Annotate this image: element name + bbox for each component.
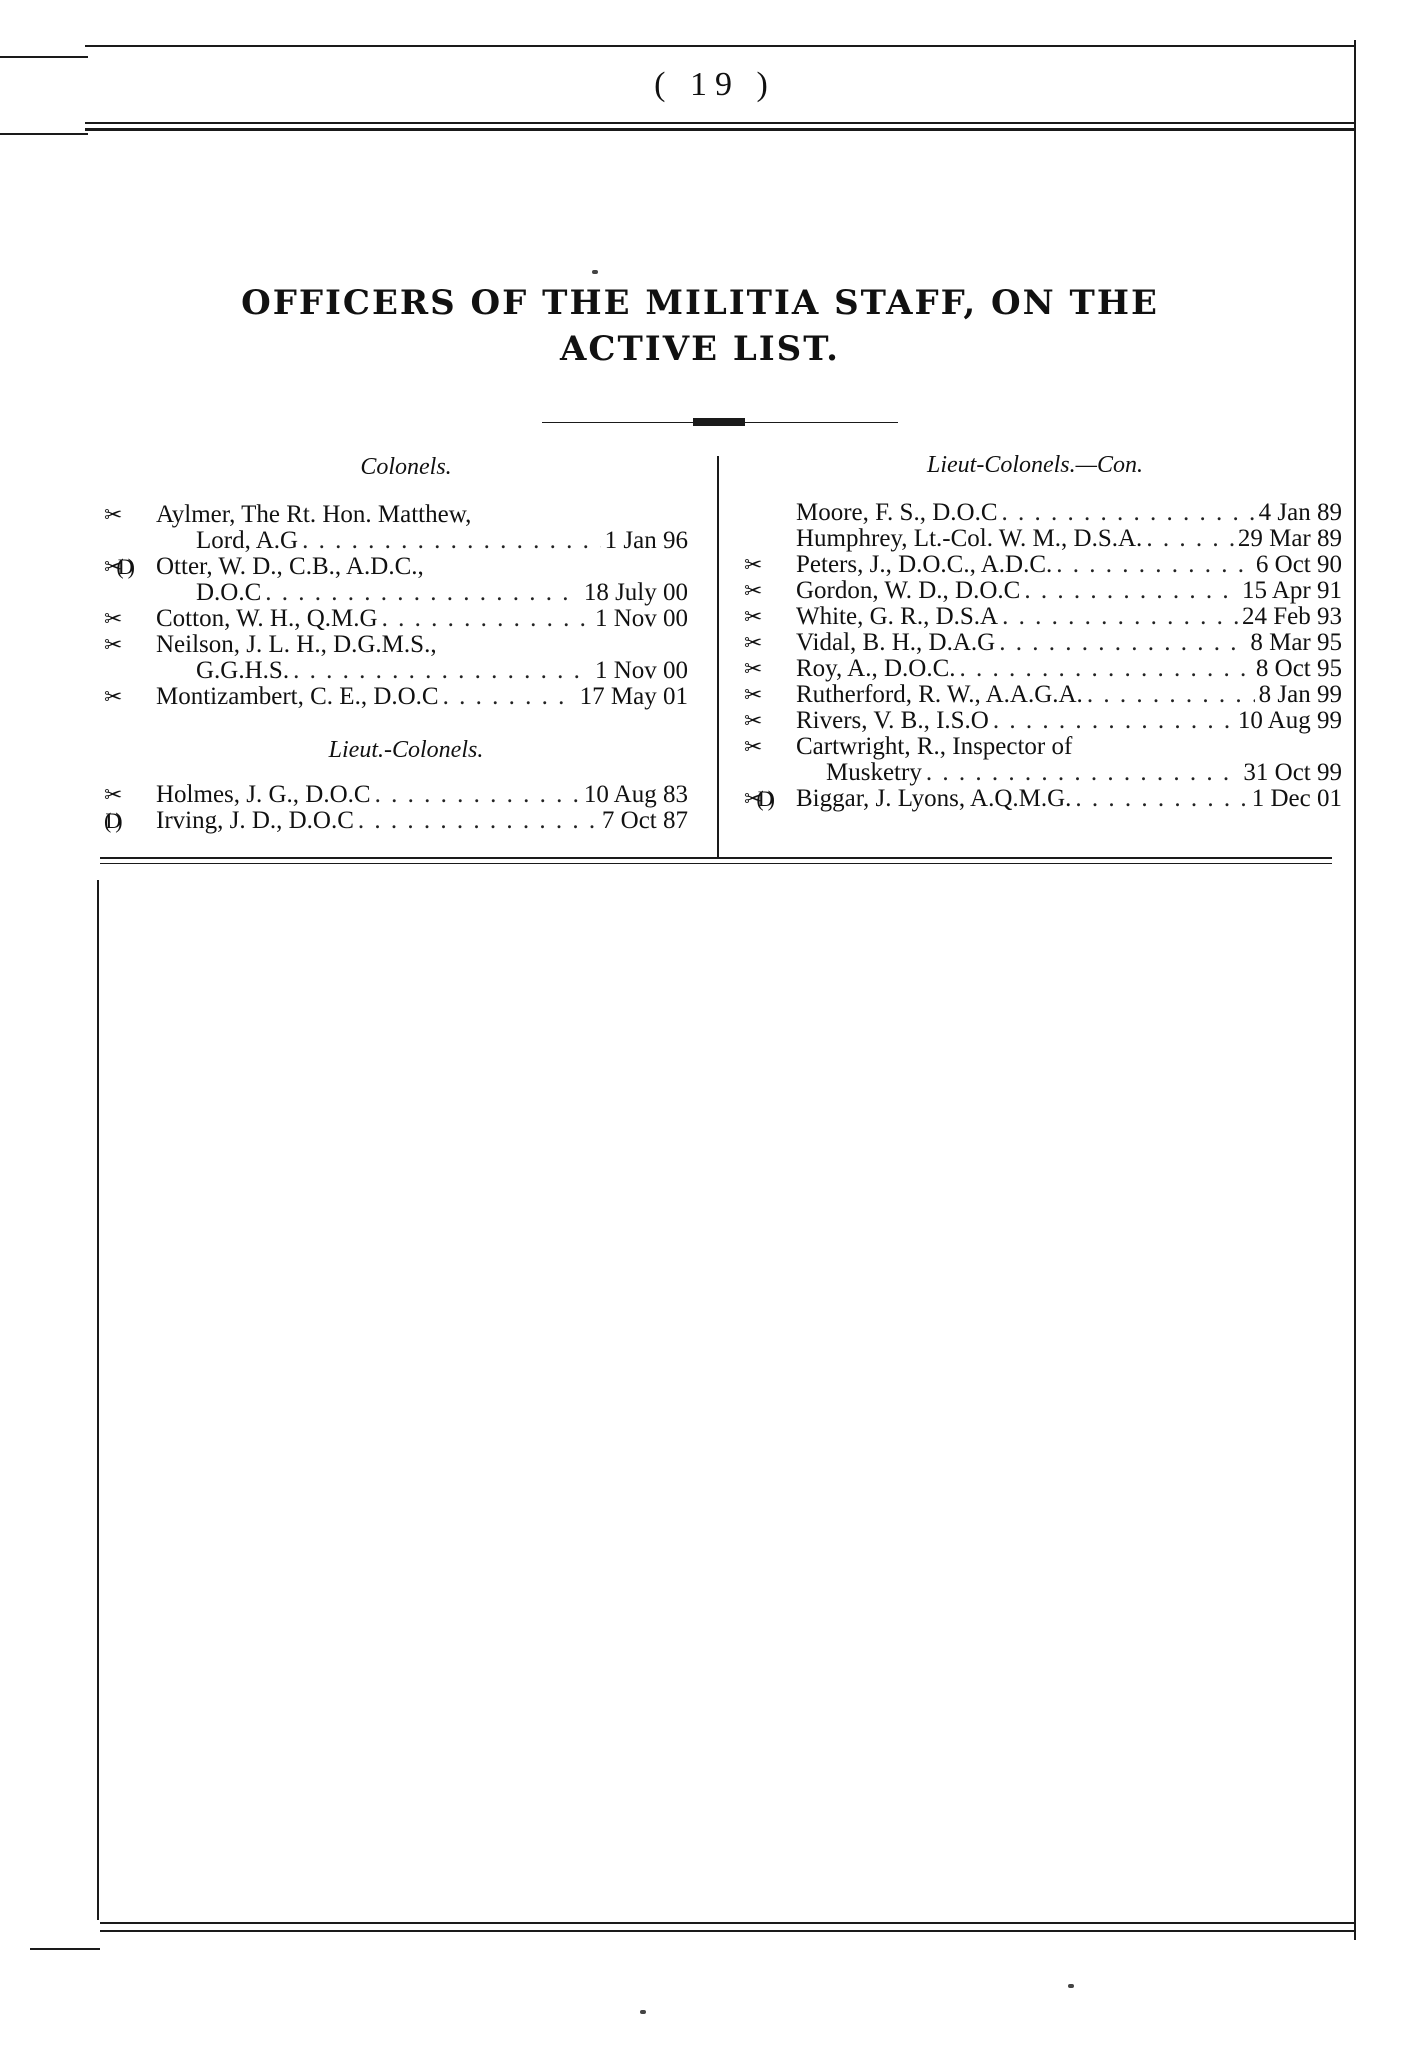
list-entry <box>104 658 688 684</box>
list-entry <box>744 500 1342 526</box>
leader-dots <box>265 580 580 606</box>
officer-name: Cartwright, R., Inspector of <box>796 733 1073 760</box>
leader-dots <box>382 606 591 632</box>
heading-lieut-colonels: Lieut.-Colonels. <box>328 737 484 763</box>
officer-name: Musketry <box>826 759 922 786</box>
crossed-swords-symbol: ✂ <box>104 606 117 631</box>
list-entry <box>744 760 1342 786</box>
leader-dots <box>993 708 1234 734</box>
officer-name: Aylmer, The Rt. Hon. Matthew, <box>156 501 472 528</box>
left-edge-mark-1 <box>0 56 88 58</box>
list-entry <box>744 630 1342 656</box>
colonels-list <box>104 502 688 710</box>
officer-name: Holmes, J. G., D.O.C <box>156 781 371 808</box>
list-entry <box>104 782 688 808</box>
officer-name: G.G.H.S. <box>196 657 290 684</box>
list-entry <box>744 734 1342 760</box>
list-entry <box>744 526 1342 552</box>
heading-colonels: Colonels. <box>360 454 452 480</box>
officer-name: Irving, J. D., D.O.C <box>156 807 354 834</box>
leader-dots <box>1146 526 1234 552</box>
list-entry <box>744 656 1342 682</box>
crossed-swords-symbol: ✂ <box>104 632 117 657</box>
table-bottom-rule-2 <box>100 863 1332 864</box>
title-line-1: OFFICERS OF THE MILITIA STAFF, ON THE <box>241 283 1159 323</box>
left-edge-mark-2 <box>0 133 88 135</box>
crossed-swords-symbol: ✂(D) <box>104 554 129 579</box>
list-entry <box>744 708 1342 734</box>
table-bottom-rule <box>100 857 1332 859</box>
list-entry <box>104 684 688 710</box>
officer-name: Montizambert, C. E., D.O.C <box>156 683 439 710</box>
leader-dots <box>1024 578 1238 604</box>
list-entry <box>744 786 1342 812</box>
leader-dots <box>1087 682 1255 708</box>
appointment-date: 8 Mar 95 <box>1250 629 1342 656</box>
crossed-swords-symbol: ✂ <box>744 682 757 707</box>
leader-dots <box>302 528 601 554</box>
list-entry <box>744 552 1342 578</box>
officer-name: Rivers, V. B., I.S.O <box>796 707 989 734</box>
crossed-swords-symbol: ✂ <box>744 708 757 733</box>
bottom-rule-2 <box>100 1930 1356 1932</box>
speck <box>1068 1984 1074 1988</box>
lieut-colonels-list <box>104 782 688 834</box>
list-entry <box>104 632 688 658</box>
lieut-colonels-continued-list <box>744 500 1342 812</box>
officer-name: Otter, W. D., C.B., A.D.C., <box>156 553 424 580</box>
crossed-swords-symbol: ✂ <box>104 782 117 807</box>
crossed-swords-symbol: ✂ <box>744 630 757 655</box>
crossed-swords-symbol: ✂ <box>744 604 757 629</box>
officer-name: Roy, A., D.O.C. <box>796 655 956 682</box>
list-entry <box>104 580 688 606</box>
officer-name: D.O.C <box>196 579 262 606</box>
bottom-rule-1 <box>100 1922 1356 1924</box>
column-separator <box>717 456 719 858</box>
appointment-date: 1 Nov 00 <box>594 605 688 632</box>
appointment-date: 7 Oct 87 <box>601 807 688 834</box>
heading-lieut-colonels-continued: Lieut-Colonels.—Con. <box>926 452 1143 478</box>
officer-name: Biggar, J. Lyons, A.Q.M.G. <box>796 785 1072 812</box>
crossed-swords-symbol: (D) <box>104 808 117 833</box>
appointment-date: 17 May 01 <box>579 683 688 710</box>
appointment-date: 15 Apr 91 <box>1242 577 1342 604</box>
top-rule-1 <box>85 45 1355 47</box>
leader-dots <box>1075 786 1247 812</box>
bottom-left-mark <box>30 1948 100 1950</box>
officer-name: Neilson, J. L. H., D.G.M.S., <box>156 631 437 658</box>
officer-name: Vidal, B. H., D.A.G <box>796 629 996 656</box>
appointment-date: 24 Feb 93 <box>1242 603 1342 630</box>
officer-name: Moore, F. S., D.O.C <box>796 499 998 526</box>
officer-name: Humphrey, Lt.-Col. W. M., D.S.A. <box>796 525 1143 552</box>
appointment-date: 1 Dec 01 <box>1251 785 1342 812</box>
appointment-date: 31 Oct 99 <box>1243 759 1342 786</box>
crossed-swords-symbol: ✂ <box>744 552 757 577</box>
officer-name: Peters, J., D.O.C., A.D.C. <box>796 551 1053 578</box>
top-rule-2 <box>85 122 1355 124</box>
list-entry <box>104 606 688 632</box>
page-title <box>150 280 1250 372</box>
speck <box>592 270 598 274</box>
speck <box>640 2010 646 2014</box>
leader-dots <box>443 684 576 710</box>
crossed-swords-symbol: ✂ <box>744 734 757 759</box>
list-entry <box>744 682 1342 708</box>
crossed-swords-symbol: ✂(D) <box>744 786 769 811</box>
appointment-date: 1 Jan 96 <box>604 527 688 554</box>
officer-name: Cotton, W. H., Q.M.G <box>156 605 378 632</box>
appointment-date: 4 Jan 89 <box>1258 499 1342 526</box>
leader-dots <box>1002 500 1255 526</box>
list-entry <box>744 604 1342 630</box>
appointment-date: 10 Aug 99 <box>1237 707 1342 734</box>
top-rule-3 <box>85 128 1355 131</box>
crossed-swords-symbol: ✂ <box>104 502 117 527</box>
page-frame-right <box>1354 40 1356 1940</box>
officer-name: Lord, A.G <box>196 527 299 554</box>
leader-dots <box>1056 552 1252 578</box>
ornament-divider-center <box>693 418 745 426</box>
crossed-swords-symbol: ✂ <box>744 656 757 681</box>
leader-dots <box>960 656 1252 682</box>
page-frame-left <box>97 880 99 1920</box>
appointment-date: 6 Oct 90 <box>1255 551 1342 578</box>
leader-dots <box>926 760 1240 786</box>
leader-dots <box>1002 604 1238 630</box>
page-number: ( 19 ) <box>654 66 776 103</box>
appointment-date: 18 July 00 <box>583 579 688 606</box>
leader-dots <box>358 808 598 834</box>
title-line-2: ACTIVE LIST. <box>560 329 840 369</box>
list-entry <box>104 808 688 834</box>
officer-name: Gordon, W. D., D.O.C <box>796 577 1021 604</box>
officer-name: Rutherford, R. W., A.A.G.A. <box>796 681 1083 708</box>
leader-dots <box>999 630 1246 656</box>
officer-name: White, G. R., D.S.A <box>796 603 999 630</box>
list-entry <box>104 502 688 528</box>
crossed-swords-symbol: ✂ <box>744 578 757 603</box>
crossed-swords-symbol: ✂ <box>104 684 117 709</box>
appointment-date: 10 Aug 83 <box>583 781 688 808</box>
appointment-date: 8 Oct 95 <box>1255 655 1342 682</box>
leader-dots <box>375 782 580 808</box>
appointment-date: 1 Nov 00 <box>594 657 688 684</box>
appointment-date: 8 Jan 99 <box>1258 681 1342 708</box>
list-entry <box>744 578 1342 604</box>
list-entry <box>104 554 688 580</box>
appointment-date: 29 Mar 89 <box>1237 525 1342 552</box>
leader-dots <box>293 658 591 684</box>
list-entry <box>104 528 688 554</box>
